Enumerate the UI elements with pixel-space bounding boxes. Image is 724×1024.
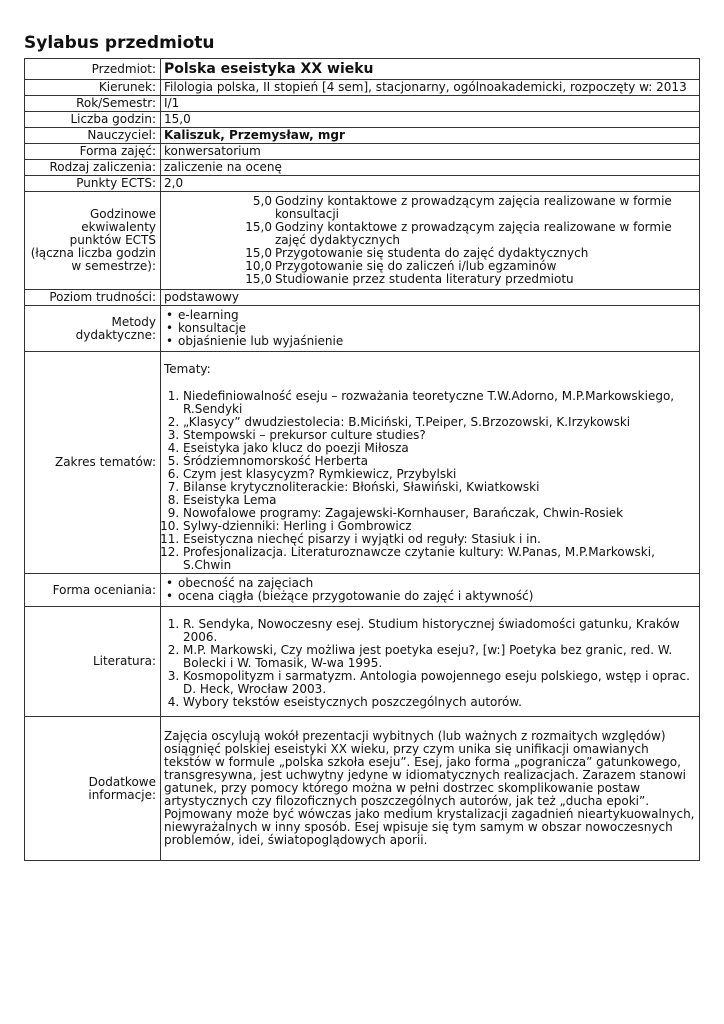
syllabus-table xyxy=(24,58,700,861)
list-item: 4. Eseistyka jako klucz do poezji Miłosza xyxy=(183,442,696,455)
label-forma: Forma zajęć: xyxy=(25,144,161,160)
list-item: 10. Sylwy-dzienniki: Herling i Gombrowicz xyxy=(183,520,696,533)
value-forma: konwersatorium xyxy=(161,144,700,160)
value-dodatkowe xyxy=(161,717,700,861)
list-item: 11. Eseistyczna niechęć pisarzy i wyjątki od reguły: Stasiuk i in. xyxy=(183,533,696,546)
row-ocenianie xyxy=(25,574,700,607)
additional-info-text: Zajęcia oscylują wokół prezentacji wybitnych (lub ważnych z rozmaitych względów) osiągnięć polskiej eseistyki XX wieku, przy czym unika się unifikacji omawianych tekstów w formule „polska szkoła eseju”. Esej, jako forma „pogranicza” gatunkowego, transgresywna, jest uchwytny jedyne w idiomatycznych realizacjach. Zarazem stanowi gatunek, przy pomocy którego można w pełni dostrzec skomplikowanie postaw artystycznych czy filozoficznych poszczególnych autorów, jak też „ducha epoki”. Pojmowany może być wówczas jako medium krystalizacji zagadnień nieartykuowalnych, niewyrażalnych w inny sposób. Esej wpisuje się tym samym w obszar nowoczesnych problemów, idei, światopoglądowych aporii. xyxy=(164,729,695,847)
list-item: 12. Profesjonalizacja. Literaturoznawcze czytanie kultury: W.Panas, M.P.Markowski, S.Chwin xyxy=(183,546,696,572)
hours-value: 15,0 xyxy=(245,246,272,260)
hours-description: Godziny kontaktowe z prowadzącym zajęcia realizowane w formie konsultacji xyxy=(275,194,672,221)
hours-description: Godziny kontaktowe z prowadzącym zajęcia realizowane w formie zajęć dydaktycznych xyxy=(275,220,672,247)
value-ects: 2,0 xyxy=(161,176,700,192)
value-poziom: podstawowy xyxy=(161,290,700,306)
value-przedmiot xyxy=(161,59,700,80)
hours-list xyxy=(164,193,696,288)
list-item: 9. Nowofalowe programy: Zagajewski-Kornhauser, Barańczak, Chwin-Rosiek xyxy=(183,507,696,520)
label-zakres: Zakres tematów: xyxy=(25,352,161,574)
row-forma xyxy=(25,144,700,160)
row-dodatkowe xyxy=(25,717,700,861)
label-przedmiot: Przedmiot: xyxy=(25,59,161,80)
label-dodatkowe: Dodatkowe informacje: xyxy=(25,717,161,861)
label-nauczyciel: Nauczyciel: xyxy=(25,128,161,144)
value-kierunek: Filologia polska, II stopień [4 sem], stacjonarny, ogólnoakademicki, rozpoczęty w: 2013 xyxy=(161,80,700,96)
topics-intro: Tematy: xyxy=(164,362,211,376)
hours-description: Przygotowanie się do zaliczeń i/lub egzaminów xyxy=(275,259,557,273)
literature-list xyxy=(164,618,696,709)
row-kierunek xyxy=(25,80,700,96)
methods-list xyxy=(164,309,696,348)
hours-description: Przygotowanie się studenta do zajęć dydaktycznych xyxy=(275,246,589,260)
label-ocenianie: Forma oceniania: xyxy=(25,574,161,607)
list-item: 8. Eseistyka Lema xyxy=(183,494,696,507)
row-metody xyxy=(25,306,700,352)
row-przedmiot xyxy=(25,59,700,80)
label-ekwiwalenty: Godzinowe ekwiwalenty punktów ECTS (łączna liczba godzin w semestrze): xyxy=(25,192,161,290)
list-item: 2. M.P. Markowski, Czy możliwa jest poetyka eseju?, [w:] Poetyka bez granic, red. W. Bolecki i W. Tomasik, W-wa 1995. xyxy=(183,644,696,670)
label-metody: Metody dydaktyczne: xyxy=(25,306,161,352)
row-poziom xyxy=(25,290,700,306)
list-item: 3. Kosmopolityzm i sarmatyzm. Antologia powojennego eseju polskiego, wstęp i oprac. D. Heck, Wrocław 2003. xyxy=(183,670,696,696)
hours-description: Studiowanie przez studenta literatury przedmiotu xyxy=(275,272,574,286)
value-zaliczenie: zaliczenie na ocenę xyxy=(161,160,700,176)
list-item: • obecność na zajęciach xyxy=(178,577,696,590)
hours-value: 5,0 xyxy=(252,194,272,208)
list-item: 3. Stempowski – prekursor culture studies? xyxy=(183,429,696,442)
label-literatura: Literatura: xyxy=(25,607,161,717)
value-metody xyxy=(161,306,700,352)
course-name: Polska eseistyka XX wieku xyxy=(164,61,374,77)
label-rok: Rok/Semestr: xyxy=(25,96,161,112)
row-zakres xyxy=(25,352,700,574)
list-item: 5. Śródziemnomorskość Herberta xyxy=(183,455,696,468)
grading-list xyxy=(164,577,696,603)
label-godziny: Liczba godzin: xyxy=(25,112,161,128)
row-ekwiwalenty xyxy=(25,192,700,290)
list-item: • objaśnienie lub wyjaśnienie xyxy=(178,335,696,348)
label-kierunek: Kierunek: xyxy=(25,80,161,96)
value-literatura xyxy=(161,607,700,717)
list-item: 6. Czym jest klasycyzm? Rymkiewicz, Przybylski xyxy=(183,468,696,481)
row-godziny xyxy=(25,112,700,128)
row-literatura xyxy=(25,607,700,717)
teacher-name: Kaliszuk, Przemysław, mgr xyxy=(164,128,345,142)
page-title: Sylabus przedmiotu xyxy=(24,33,215,53)
list-item: • konsultacje xyxy=(178,322,696,335)
list-item: 2. „Klasycy” dwudziestolecia: B.Miciński, T.Peiper, S.Brzozowski, K.Irzykowski xyxy=(183,416,696,429)
value-zakres xyxy=(161,352,700,574)
list-item: • ocena ciągła (bieżące przygotowanie do zajęć i aktywność) xyxy=(178,590,696,603)
list-item: • e-learning xyxy=(178,309,696,322)
label-ects: Punkty ECTS: xyxy=(25,176,161,192)
hours-value: 15,0 xyxy=(245,272,272,286)
value-ocenianie xyxy=(161,574,700,607)
list-item: 1. R. Sendyka, Nowoczesny esej. Studium historycznej świadomości gatunku, Kraków 2006. xyxy=(183,618,696,644)
value-nauczyciel xyxy=(161,128,700,144)
value-godziny: 15,0 xyxy=(161,112,700,128)
row-ects xyxy=(25,176,700,192)
row-rok xyxy=(25,96,700,112)
value-rok: I/1 xyxy=(161,96,700,112)
value-ekwiwalenty xyxy=(161,192,700,290)
topics-list xyxy=(164,390,696,572)
hours-value: 15,0 xyxy=(245,220,272,234)
list-item: 4. Wybory tekstów eseistycznych poszczególnych autorów. xyxy=(183,696,696,709)
list-item: 7. Bilanse krytycznoliterackie: Błoński, Sławiński, Kwiatkowski xyxy=(183,481,696,494)
label-poziom: Poziom trudności: xyxy=(25,290,161,306)
hours-value: 10,0 xyxy=(245,259,272,273)
list-item: 1. Niedefiniowalność eseju – rozważania teoretyczne T.W.Adorno, M.P.Markowskiego, R.Sendyki xyxy=(183,390,696,416)
row-zaliczenie xyxy=(25,160,700,176)
row-nauczyciel xyxy=(25,128,700,144)
label-zaliczenie: Rodzaj zaliczenia: xyxy=(25,160,161,176)
